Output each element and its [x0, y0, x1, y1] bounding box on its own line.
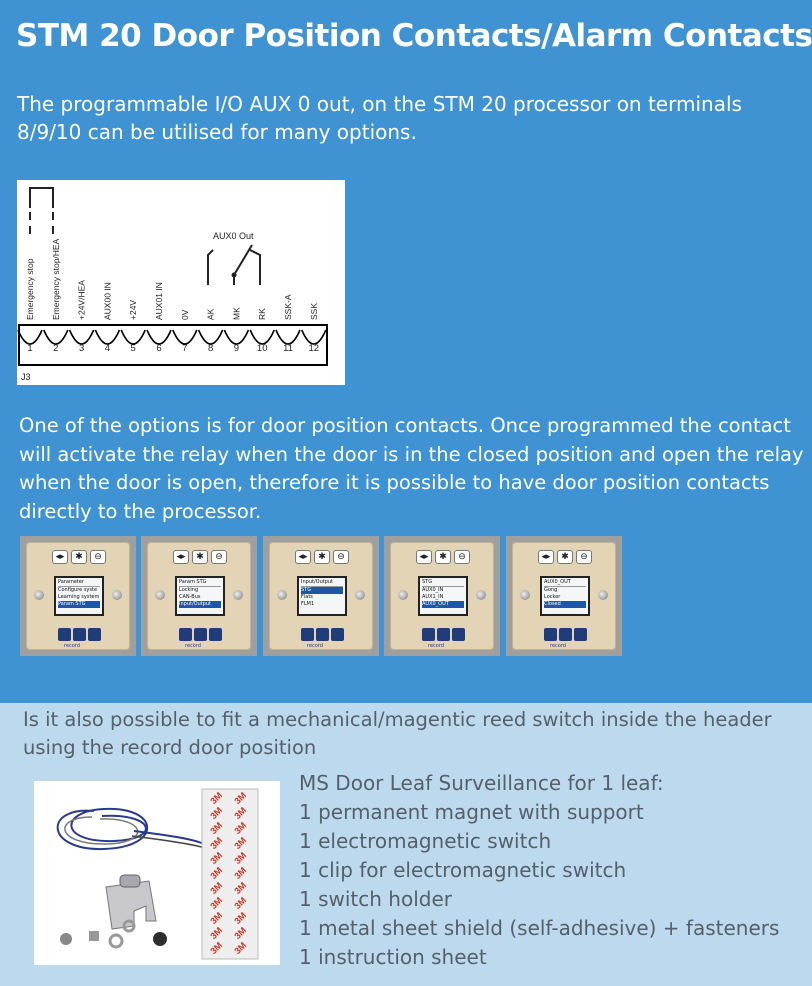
lock-key-icon — [422, 628, 435, 641]
panel-keys — [58, 628, 102, 644]
menu-line: Closed — [544, 601, 586, 608]
screen-header: Parameter — [58, 579, 100, 587]
terminal-label: +24V — [128, 299, 139, 320]
terminal-label: SSK-A — [283, 294, 293, 320]
panel-keys — [422, 628, 466, 644]
arrows-key-icon: ◂▸ — [295, 550, 311, 564]
reed-switch-paragraph: Is it also possible to fit a mechanical/magentic reed switch inside the header using the record door position — [23, 708, 772, 759]
adhesive-logo: 3M — [232, 940, 249, 957]
menu-line: Locking — [179, 587, 199, 593]
terminal-label: Emergency stop — [25, 258, 35, 320]
screen-header: Input/Output — [301, 579, 343, 587]
record-logo-key-icon — [316, 628, 329, 641]
star-key-icon: ✱ — [557, 550, 573, 564]
terminal-number: 12 — [308, 343, 320, 354]
kit-photo-svg — [34, 781, 280, 965]
kit-item: 1 instruction sheet — [299, 945, 487, 969]
screw-icon — [277, 590, 287, 600]
arrow-key-icon — [574, 628, 587, 641]
control-panel-photo — [384, 536, 500, 656]
terminal-number: 7 — [182, 343, 188, 354]
screen-header: STG — [422, 579, 464, 587]
screw-icon — [112, 590, 122, 600]
terminal-number: 2 — [53, 343, 59, 354]
arrow-key-icon — [331, 628, 344, 641]
control-panel-photo — [263, 536, 379, 656]
arrows-key-icon: ◂▸ — [416, 550, 432, 564]
adhesive-logo: 3M — [232, 850, 249, 867]
kit-item: 1 clip for electromagnetic switch — [299, 858, 627, 882]
star-key-icon: ✱ — [192, 550, 208, 564]
menu-line: Param STG — [58, 601, 100, 608]
terminal-label: 0V — [179, 309, 190, 320]
terminal-label: AUX00 IN — [102, 282, 113, 320]
adhesive-logo: 3M — [208, 850, 225, 867]
adhesive-logo: 3M — [232, 790, 249, 807]
record-logo-key-icon — [73, 628, 86, 641]
panel-brand: record — [428, 643, 444, 649]
terminal-number: 8 — [207, 343, 214, 354]
adhesive-logo: 3M — [232, 925, 249, 942]
screw-icon — [520, 590, 530, 600]
panel-screen — [297, 576, 347, 616]
adhesive-logo: 3M — [208, 895, 225, 912]
screen-header: Param STG — [179, 579, 221, 587]
terminal-diagram-svg — [17, 180, 345, 385]
panel-screen — [175, 576, 225, 616]
screw-icon — [355, 590, 365, 600]
arrows-key-icon: ◂▸ — [538, 550, 554, 564]
minus-key-icon: ⊖ — [454, 550, 470, 564]
panel-plate — [269, 542, 373, 650]
panel-keys — [301, 628, 345, 644]
menu-line: CAN-Bus — [179, 594, 201, 600]
terminal-number: 1 — [27, 343, 33, 354]
lock-key-icon — [301, 628, 314, 641]
adhesive-logo: 3M — [232, 910, 249, 927]
kit-item: 1 metal sheet shield (self-adhesive) + fasteners — [299, 916, 780, 940]
adhesive-logo: 3M — [232, 820, 249, 837]
panel-plate — [512, 542, 616, 650]
record-logo-key-icon — [437, 628, 450, 641]
panel-screen — [54, 576, 104, 616]
intro-paragraph: The programmable I/O AUX 0 out, on the STM 20 processor on terminals 8/9/10 can be utilised for many options. — [17, 92, 742, 144]
star-key-icon: ✱ — [435, 550, 451, 564]
panel-brand: record — [550, 643, 566, 649]
menu-line: AUX0_IN — [422, 587, 444, 593]
kit-item: 1 permanent magnet with support — [299, 800, 644, 824]
page-title: STM 20 Door Position Contacts/Alarm Contacts — [16, 18, 812, 54]
terminal-label: SSK — [308, 302, 319, 320]
panel-plate — [26, 542, 130, 650]
adhesive-logo: 3M — [208, 910, 225, 927]
connector-label: J3 — [21, 372, 31, 382]
control-panel-photo — [20, 536, 136, 656]
adhesive-logo: 3M — [208, 880, 225, 897]
terminal-label: RK — [257, 308, 268, 320]
arrow-key-icon — [452, 628, 465, 641]
menu-line: Gong — [544, 587, 558, 593]
minus-key-icon: ⊖ — [211, 550, 227, 564]
arrows-key-icon: ◂▸ — [52, 550, 68, 564]
adhesive-logo: 3M — [232, 835, 249, 852]
arrow-key-icon — [88, 628, 101, 641]
screen-header: AUX0_OUT — [544, 579, 586, 587]
adhesive-logo: 3M — [208, 940, 225, 957]
door-position-paragraph: One of the options is for door position contacts. Once programmed the contact will activate the relay when the door is in the closed position and open the relay when the door is open, therefore it is possible to have door position contacts directly to the processor. — [19, 414, 804, 523]
terminal-number: 11 — [283, 343, 293, 354]
panel-brand: record — [307, 643, 323, 649]
control-panel-strip — [20, 536, 623, 656]
menu-line: Input/Output — [179, 601, 221, 608]
menu-line: Configure syste — [58, 587, 98, 593]
minus-key-icon: ⊖ — [333, 550, 349, 564]
record-logo-key-icon — [559, 628, 572, 641]
terminal-label: AK — [205, 308, 216, 320]
adhesive-logo: 3M — [208, 865, 225, 882]
menu-line: AUX0_OUT — [422, 601, 464, 608]
menu-line: Flats — [301, 594, 313, 600]
terminal-number: 3 — [78, 343, 85, 354]
arrows-key-icon: ◂▸ — [173, 550, 189, 564]
kit-item: 1 switch holder — [299, 887, 452, 911]
lock-key-icon — [58, 628, 71, 641]
menu-line: AUX1_IN — [422, 594, 444, 600]
adhesive-logo: 3M — [208, 925, 225, 942]
panel-brand: record — [64, 643, 80, 649]
terminal-number: 5 — [130, 343, 136, 354]
panel-screen — [418, 576, 468, 616]
panel-keys — [544, 628, 588, 644]
terminal-number: 10 — [256, 343, 268, 354]
adhesive-logo: 3M — [232, 880, 249, 897]
terminal-number: 6 — [156, 343, 162, 354]
star-key-icon: ✱ — [314, 550, 330, 564]
terminal-label: MK — [231, 307, 242, 320]
arrow-key-icon — [209, 628, 222, 641]
adhesive-logo: 3M — [208, 820, 225, 837]
menu-line: STG — [301, 587, 343, 594]
control-panel-photo — [141, 536, 257, 656]
adhesive-logo: 3M — [232, 805, 249, 822]
adhesive-logo: 3M — [232, 865, 249, 882]
terminal-number: 4 — [104, 343, 111, 354]
lock-key-icon — [544, 628, 557, 641]
kit-item: 1 electromagnetic switch — [299, 829, 552, 853]
kit-heading: MS Door Leaf Surveillance for 1 leaf: — [299, 771, 664, 795]
panel-keys — [179, 628, 223, 644]
screw-icon — [34, 590, 44, 600]
panel-plate — [390, 542, 494, 650]
minus-key-icon: ⊖ — [90, 550, 106, 564]
terminal-label: Emergency stop/HEA — [50, 238, 61, 320]
terminal-number: 9 — [233, 343, 240, 354]
menu-line: Learning system — [58, 594, 100, 600]
screw-icon — [155, 590, 165, 600]
screw-icon — [233, 590, 243, 600]
adhesive-logo: 3M — [208, 805, 225, 822]
screw-icon — [598, 590, 608, 600]
panel-plate — [147, 542, 251, 650]
menu-line: Locker — [544, 594, 561, 600]
relay-label: AUX0 Out — [213, 231, 254, 241]
screw-icon — [398, 590, 408, 600]
star-key-icon: ✱ — [71, 550, 87, 564]
panel-brand: record — [185, 643, 201, 649]
control-panel-photo — [506, 536, 622, 656]
terminal-diagram — [17, 180, 345, 385]
panel-screen — [540, 576, 590, 616]
lock-key-icon — [179, 628, 192, 641]
kit-photo — [34, 781, 280, 965]
terminal-label: AUX01 IN — [154, 282, 164, 320]
adhesive-logo: 3M — [208, 835, 225, 852]
record-logo-key-icon — [194, 628, 207, 641]
kit-list — [299, 769, 804, 972]
terminal-label: +24V/HEA — [76, 280, 87, 320]
minus-key-icon: ⊖ — [576, 550, 592, 564]
adhesive-logo: 3M — [208, 790, 225, 807]
screw-icon — [476, 590, 486, 600]
menu-line: FLM1 — [301, 601, 315, 607]
adhesive-logo: 3M — [232, 895, 249, 912]
